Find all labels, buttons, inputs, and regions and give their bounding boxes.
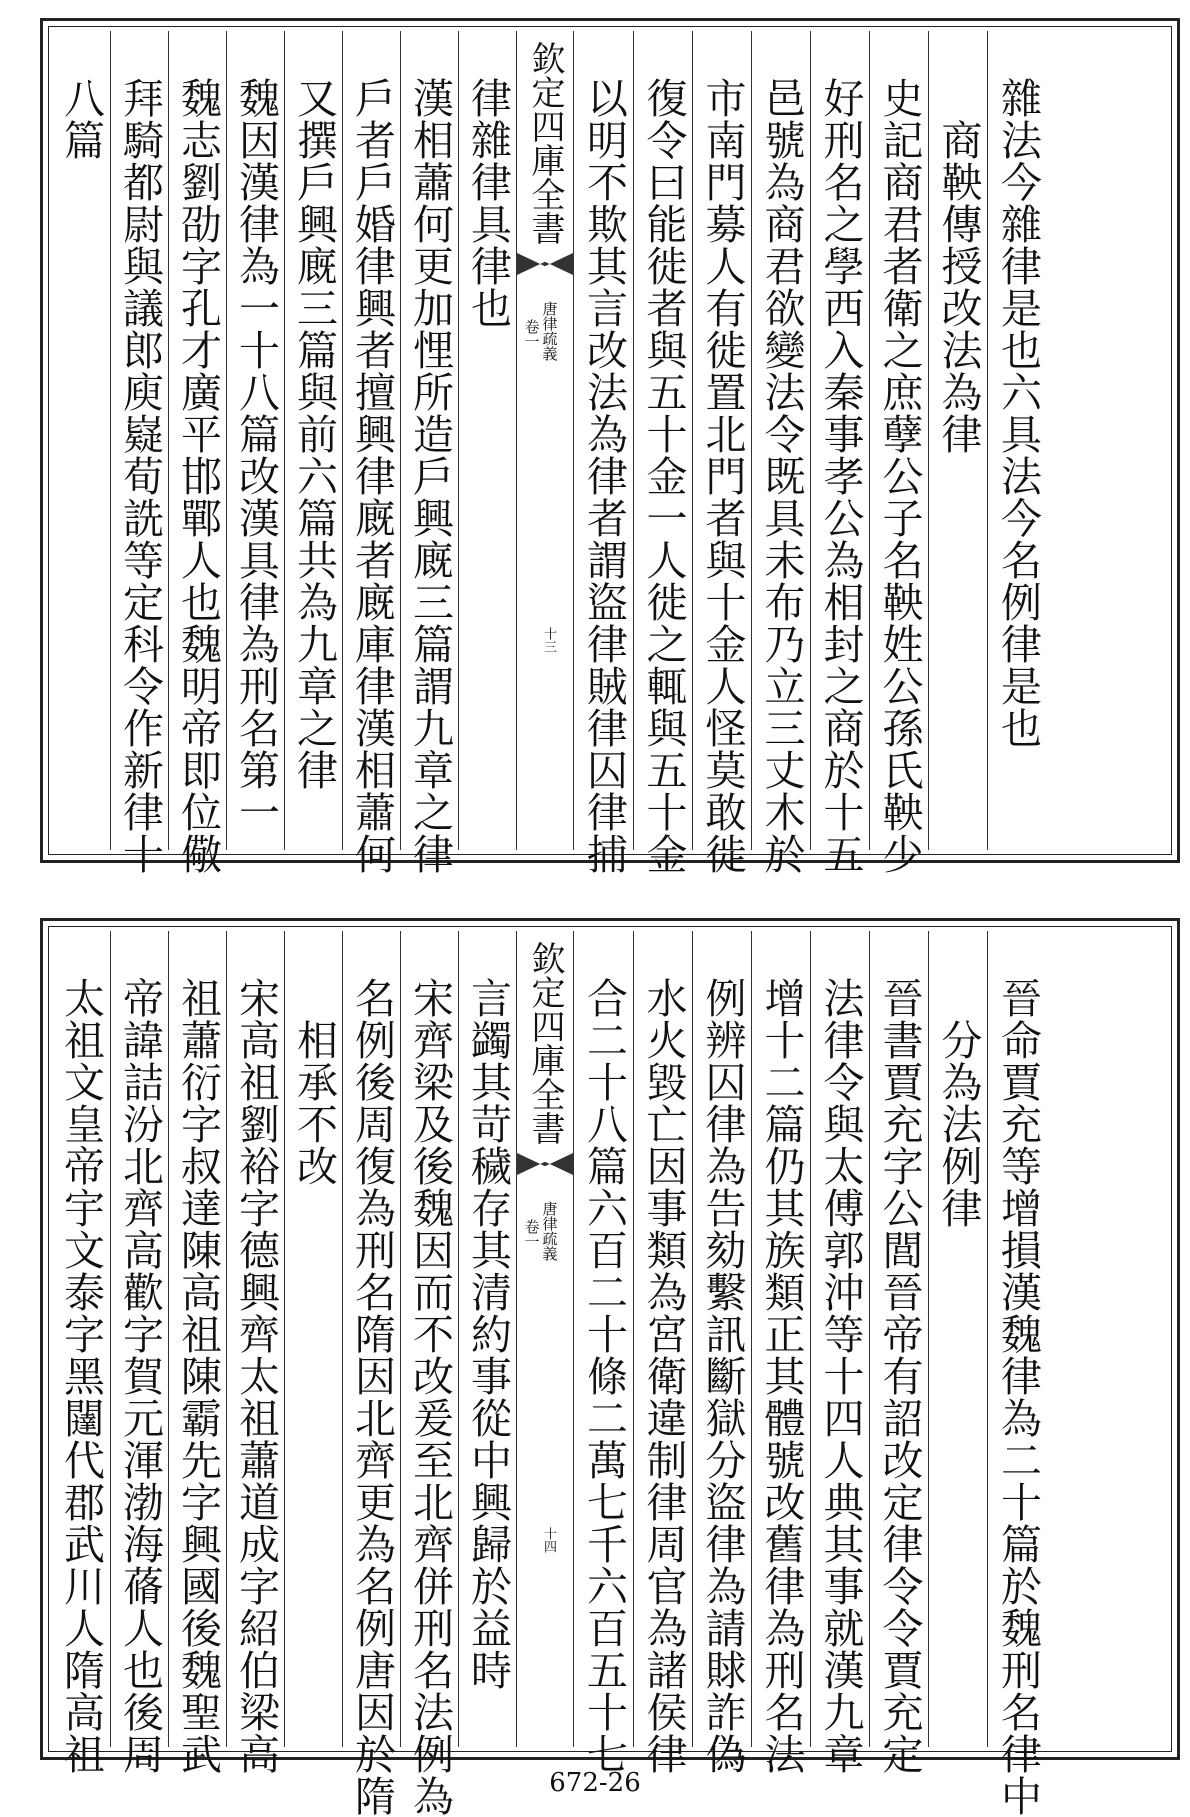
- text-column: 市南門募人有徙置北門者與十金人怪莫敢徙: [692, 31, 751, 850]
- text-column: 水火毀亡因事類為宮衛違制律周官為諸侯律: [633, 931, 692, 1747]
- page-number: 672-26: [549, 1768, 641, 1798]
- text-column: 分為法例律: [928, 931, 987, 1747]
- text-column: 雜法今雜律是也六具法今名例律是也: [987, 31, 1047, 850]
- book-title: 唐律疏義: [540, 301, 559, 361]
- text-column: 例辨囚律為告劾繫訊斷獄分盜律為請賕詐偽: [692, 931, 751, 1747]
- text-column: 晉命賈充等增損漢魏律為二十篇於魏刑名律中: [987, 931, 1047, 1747]
- text-column: 宋齊梁及後魏因而不改爰至北齊併刑名法例為: [400, 931, 458, 1747]
- center-spine: [516, 31, 574, 850]
- text-column: 好刑名之學西入秦事孝公為相封之商於十五: [810, 31, 869, 850]
- text-column: 律雜律具律也: [458, 31, 516, 850]
- text-column: 漢相蕭何更加悝所造戶興廐三篇謂九章之律: [400, 31, 458, 850]
- leaf-number: 十三: [541, 627, 556, 653]
- volume-label: 卷一: [522, 1219, 541, 1249]
- text-column: 邑號為商君欲變法令既具未布乃立三丈木於: [751, 31, 810, 850]
- collection-title: 欽定四庫全書: [525, 941, 565, 1145]
- book-title: 唐律疏義: [540, 1201, 559, 1261]
- leaf-number: 十四: [541, 1527, 556, 1553]
- text-column: 法律令與太傅郭沖等十四人典其事就漢九章: [810, 931, 869, 1747]
- center-spine: [516, 931, 574, 1747]
- text-column: 魏志劉劭字孔才廣平邯鄲人也魏明帝即位儆: [168, 31, 226, 850]
- text-column: 晉書賈充字公閭晉帝有詔改定律令令賈充定: [869, 931, 928, 1747]
- text-column: 又撰戶興廐三篇與前六篇共為九章之律: [284, 31, 342, 850]
- text-column: 商鞅傳授改法為律: [928, 31, 987, 850]
- top-page: [40, 18, 1180, 875]
- top-page-columns: [51, 31, 1169, 875]
- text-column: 合二十八篇六百二十條二萬七千六百五十七: [580, 977, 628, 1775]
- text-column: 復令曰能徙者與五十金一人徙之輒與五十金: [633, 31, 692, 850]
- text-column: 名例後周復為刑名隋因北齊更為名例唐因於隋: [342, 931, 400, 1747]
- text-column: 以明不欺其言改法為律者謂盜律賊律囚律捕: [580, 77, 628, 875]
- fishtail-mark: [517, 253, 573, 275]
- collection-title: 欽定四庫全書: [525, 41, 565, 245]
- text-column: 帝諱詰汾北齊高歡字賀元渾渤海蓨人也後周: [110, 931, 168, 1747]
- text-column: 戶者戶婚律興者擅興律廐者廐庫律漢相蕭何: [342, 31, 400, 850]
- text-column: 魏因漢律為一十八篇改漢具律為刑名第一: [226, 31, 284, 850]
- text-column: 宋高祖劉裕字德興齊太祖蕭道成字紹伯梁高: [226, 931, 284, 1747]
- fishtail-mark: [517, 1153, 573, 1175]
- text-column: 拜騎都尉與議郎庾嶷荀詵等定科令作新律十: [110, 31, 168, 850]
- text-column: 言蠲其苛穢存其清約事從中興歸於益時: [458, 931, 516, 1747]
- volume-label: 卷一: [522, 319, 541, 349]
- text-column: 史記商君者衛之庶孽公子名鞅姓公孫氏鞅少: [869, 31, 928, 850]
- text-column: 增十二篇仍其族類正其體號改舊律為刑名法: [751, 931, 810, 1747]
- text-column: 相承不改: [284, 931, 342, 1747]
- text-column: 太祖文皇帝宇文泰字黑闥代郡武川人隋高祖: [57, 977, 105, 1775]
- text-column: 祖蕭衍字叔達陳高祖陳霸先字興國後魏聖武: [168, 931, 226, 1747]
- text-column: 八篇: [57, 77, 105, 161]
